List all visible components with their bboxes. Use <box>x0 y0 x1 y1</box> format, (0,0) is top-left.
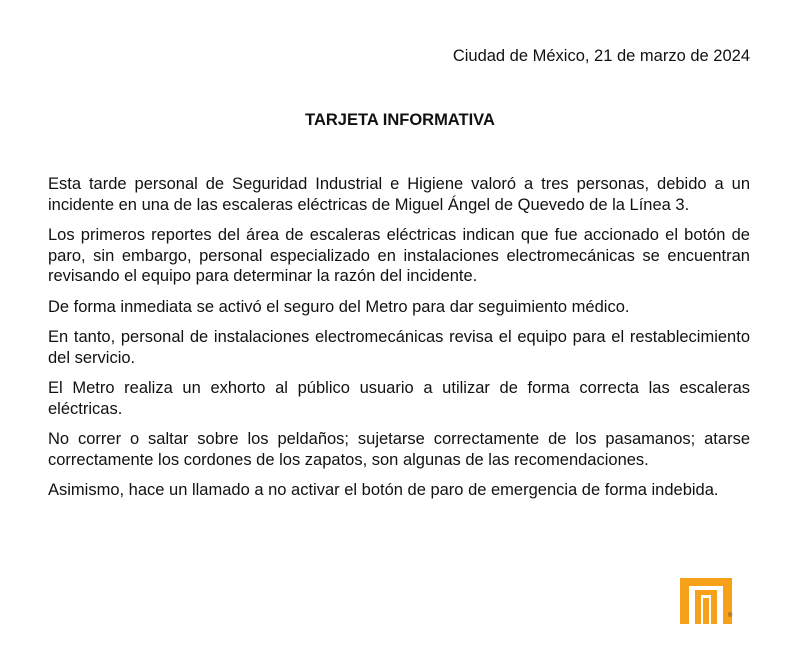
paragraph: Esta tarde personal de Seguridad Industrial e Higiene valoró a tres personas, debido a un incidente en una de las escaleras eléctricas de Miguel Ángel de Quevedo de la Línea 3. <box>48 175 750 214</box>
metro-logo-icon <box>680 578 732 624</box>
paragraph: Los primeros reportes del área de escaleras eléctricas indican que fue accionado el botón de paro, sin embargo, personal especializado en instalaciones electromecánicas se encuentran revisando el equipo para determinar la razón del incidente. <box>48 226 750 285</box>
paragraph: De forma inmediata se activó el seguro del Metro para dar seguimiento médico. <box>48 297 630 316</box>
paragraph: No correr o saltar sobre los peldaños; sujetarse correctamente de los pasamanos; atarse correctamente los cordones de los zapatos, son algunas de las recomendaciones. <box>48 430 750 469</box>
dateline: Ciudad de México, 21 de marzo de 2024 <box>452 47 750 65</box>
document-body <box>48 174 750 511</box>
paragraph: Asimismo, hace un llamado a no activar el botón de paro de emergencia de forma indebida. <box>48 481 719 499</box>
paragraph: El Metro realiza un exhorto al público usuario a utilizar de forma correcta las escaleras eléctricas. <box>48 379 750 418</box>
registered-mark: ® <box>728 613 733 619</box>
document-title: TARJETA INFORMATIVA <box>305 111 495 129</box>
paragraph: En tanto, personal de instalaciones electromecánicas revisa el equipo para el restablecimiento del servicio. <box>48 328 750 367</box>
